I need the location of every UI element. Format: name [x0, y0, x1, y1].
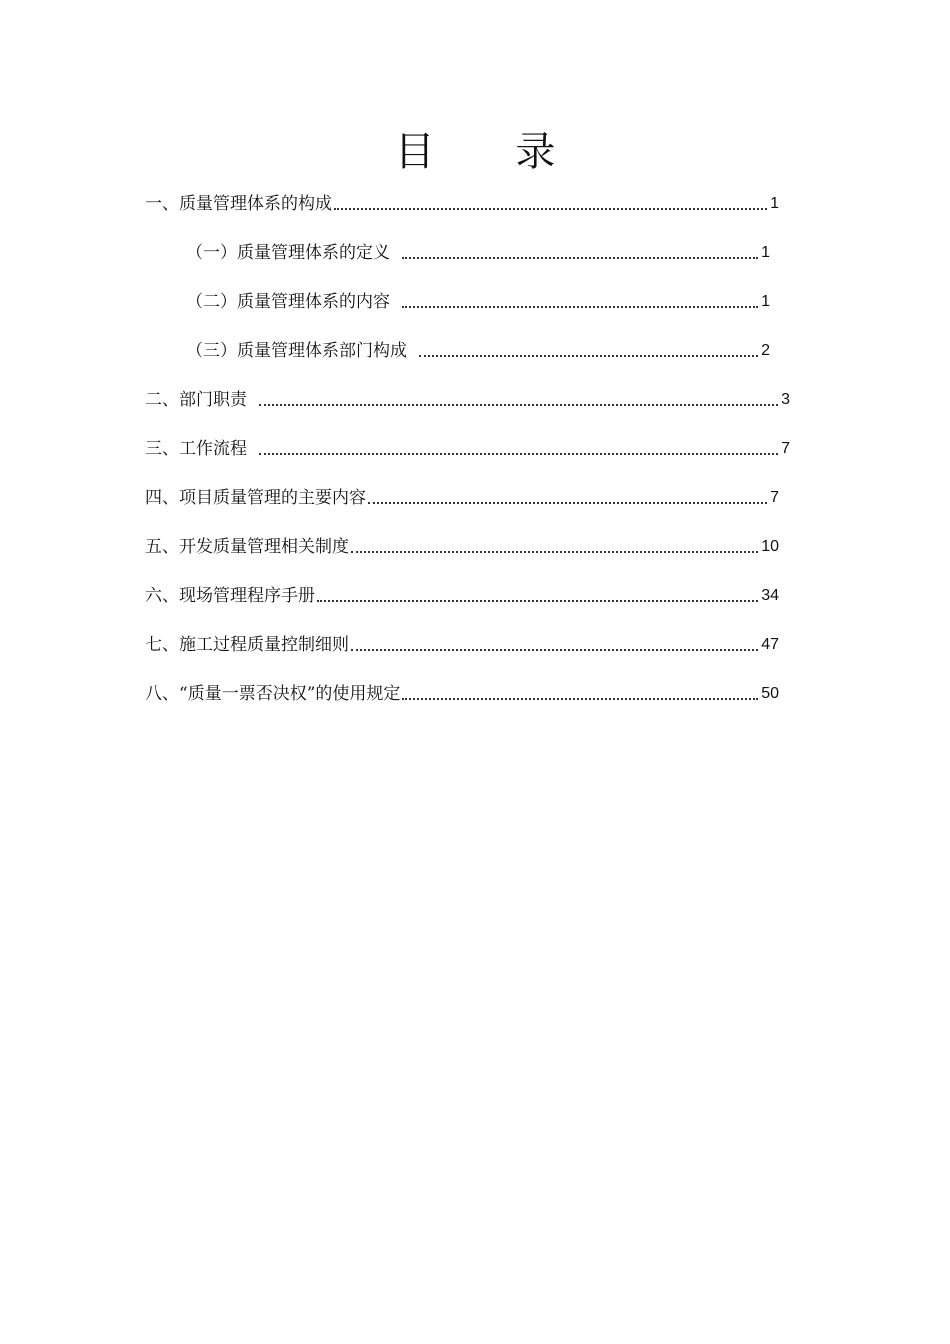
- toc-title: 目 录: [394, 129, 590, 175]
- toc-entry-label: 六、现场管理程序手册: [145, 586, 315, 606]
- toc-entry[interactable]: [186, 335, 770, 363]
- toc-entry-label: 八、“质量一票否决权”的使用规定: [145, 684, 401, 704]
- toc-entry-page: 1: [761, 244, 770, 261]
- toc-entry[interactable]: [145, 629, 779, 657]
- toc-dot-leader: [419, 355, 758, 357]
- toc-entry-page: 10: [761, 538, 779, 555]
- toc-entry-label: 二、部门职责: [145, 390, 247, 410]
- toc-dot-leader: [259, 404, 778, 406]
- toc-entry-label: 三、工作流程: [145, 439, 247, 459]
- toc-entry-page: 50: [761, 685, 779, 702]
- toc-entry-page: 3: [781, 391, 790, 408]
- toc-dot-leader: [368, 502, 767, 504]
- toc-dot-leader: [259, 453, 778, 455]
- toc-entry-page: 34: [761, 587, 779, 604]
- toc-dot-leader: [351, 649, 758, 651]
- toc-entry-page: 7: [781, 440, 790, 457]
- toc-entry[interactable]: [186, 237, 770, 265]
- toc-entry-label: （二）质量管理体系的内容: [186, 292, 390, 312]
- toc-dot-leader: [351, 551, 758, 553]
- toc-entry-label: 五、开发质量管理相关制度: [145, 537, 349, 557]
- toc-entry[interactable]: [145, 531, 779, 559]
- toc-entry-page: 1: [761, 293, 770, 310]
- toc-entry-page: 47: [761, 636, 779, 653]
- toc-entry[interactable]: [145, 678, 779, 706]
- toc-entry-label: 一、质量管理体系的构成: [145, 194, 332, 214]
- toc-dot-leader: [402, 698, 758, 700]
- toc-entry[interactable]: [145, 580, 779, 608]
- toc-entry[interactable]: [186, 286, 770, 314]
- toc-entry-label: 七、施工过程质量控制细则: [145, 635, 349, 655]
- toc-entry-page: 1: [770, 195, 779, 212]
- toc-entry-page: 2: [761, 342, 770, 359]
- toc-entry[interactable]: [145, 384, 790, 412]
- toc-dot-leader: [402, 257, 758, 259]
- toc-entry-label: 四、项目质量管理的主要内容: [145, 488, 366, 508]
- toc-entry[interactable]: [145, 482, 779, 510]
- toc-dot-leader: [402, 306, 758, 308]
- toc-entry[interactable]: [145, 433, 790, 461]
- toc-entry-label: （一）质量管理体系的定义: [186, 243, 390, 263]
- toc-dot-leader: [317, 600, 758, 602]
- toc-entry-label: （三）质量管理体系部门构成: [186, 341, 407, 361]
- toc-entry[interactable]: [145, 188, 779, 216]
- toc-entry-page: 7: [770, 489, 779, 506]
- toc-dot-leader: [334, 208, 767, 210]
